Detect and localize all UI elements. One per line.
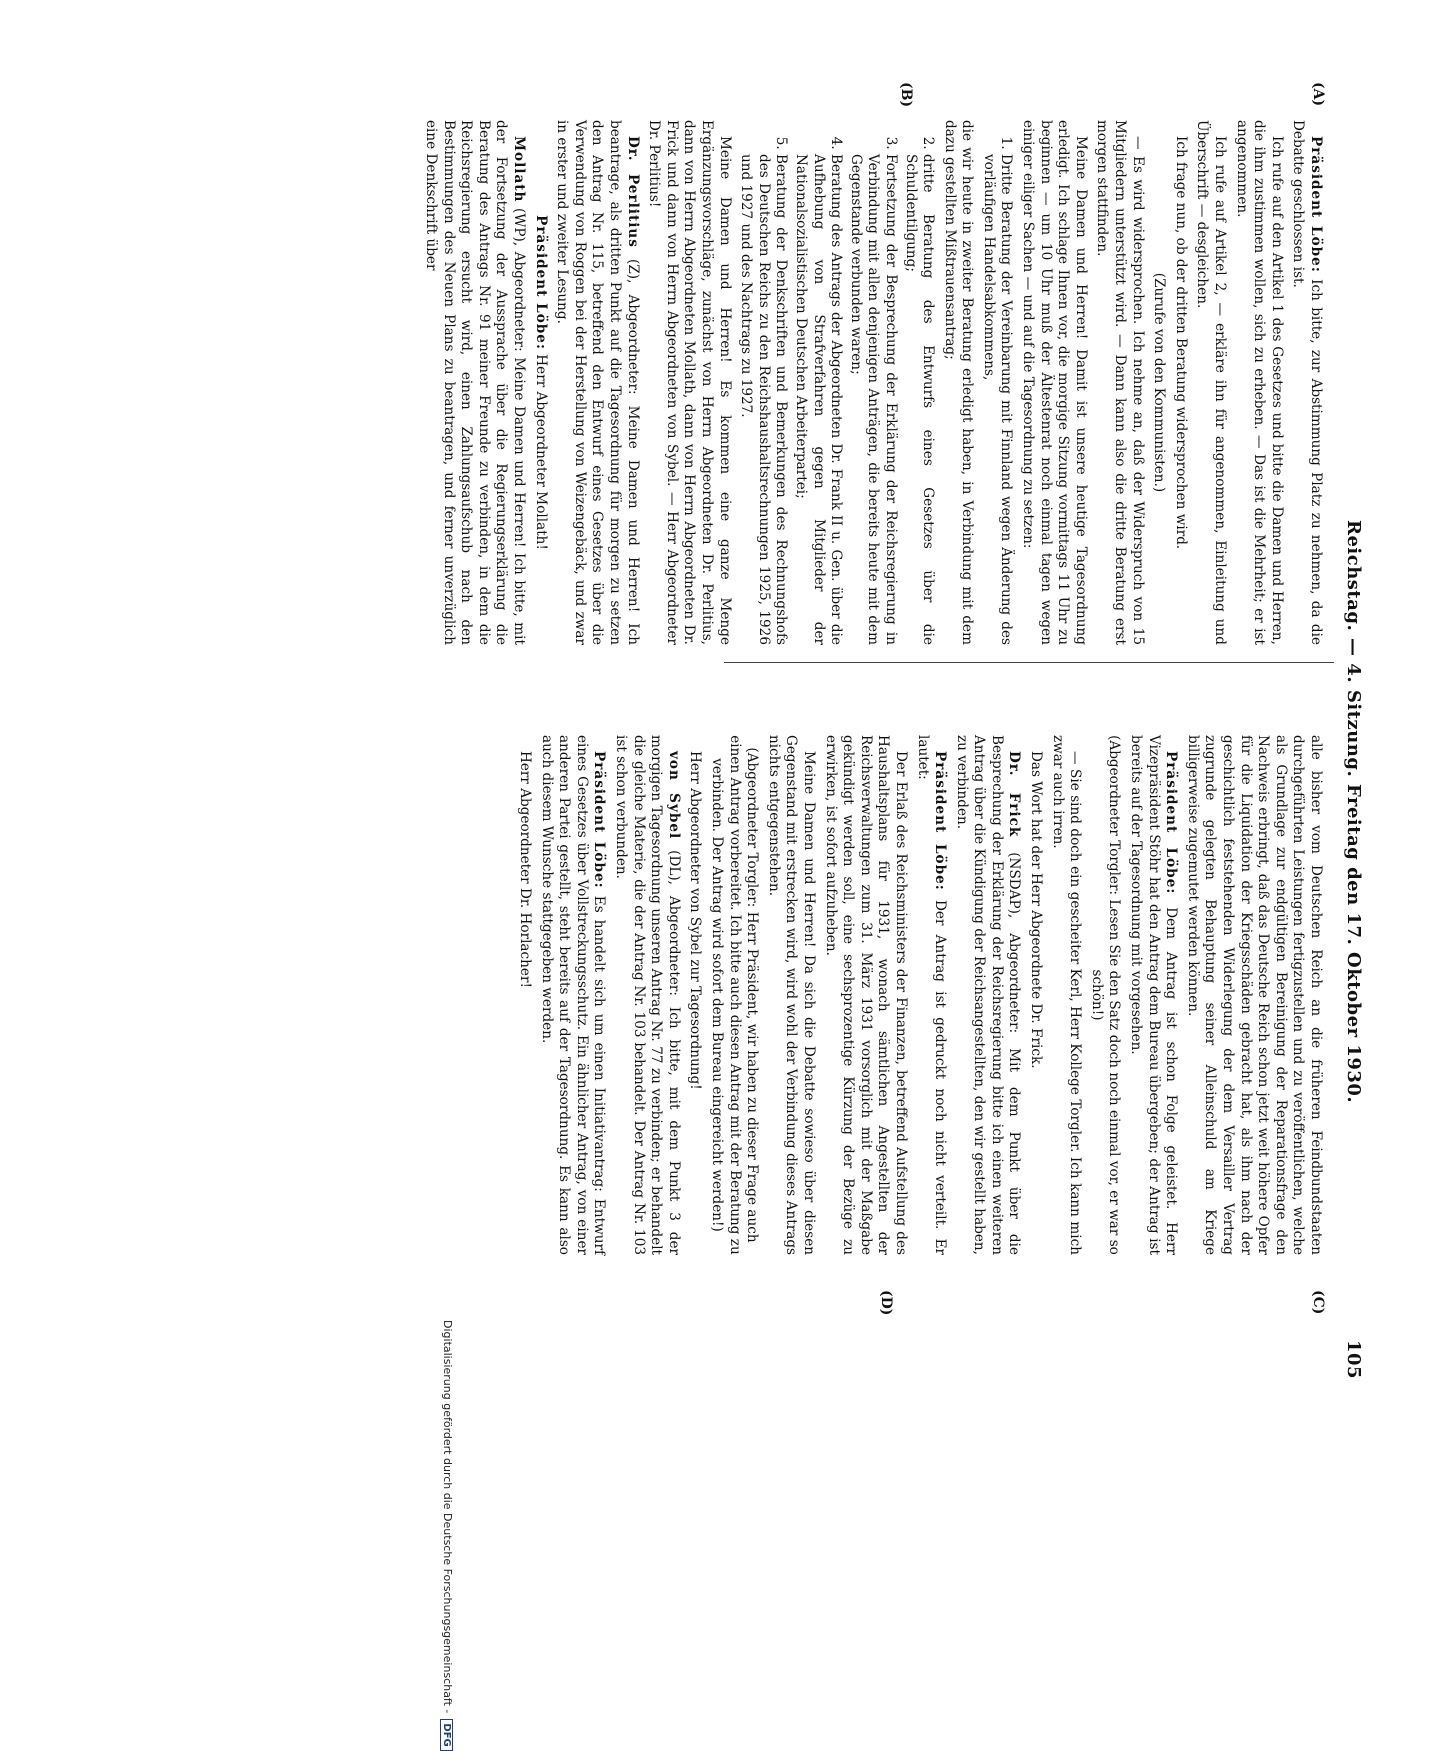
agenda-item: 5. Beratung der Denkschriften und Bemerkungen des Rechnungshofs des Deutschen Reichs zu den Reichshaushaltsrechnungen 1925, 1926 und 1927 und des Nachtrags zu 1927. bbox=[737, 154, 790, 645]
footer-text: Digitalisierung gefördert durch die Deutsche Forschungsgemeinschaft - bbox=[441, 1320, 454, 1714]
right-column bbox=[511, 735, 1324, 1255]
column-divider bbox=[724, 662, 1334, 663]
agenda-list bbox=[737, 120, 937, 645]
paragraph: alle bisher vom Deutschen Reich an die früheren Feindbundstaaten durchgeführten Leistungen fertigzustellen und zu veröffentlichen, welche als Grundlage zur endgültigen Bereinigung der Reparationsfrage den Nachweis erbringt, daß das Deutsche Reich schon jetzt weit höhere Opfer für die Liquidation der Kriegsschäden gebracht hat, als ihm nach der geschichtlich feststehenden Widerlegung der dem Versailler Vertrag zugrunde gelegten Behauptung seiner Alleinschuld am Kriege billigerweise zugemutet werden können. bbox=[1184, 735, 1324, 1255]
agenda-item: 1. Dritte Beratung der Vereinbarung mit Finnland wegen Änderung des vorläufigen Handelsabkommens, bbox=[979, 154, 1014, 645]
paragraph: die wir heute in zweiter Beratung erledigt haben, in Verbindung mit dem dazu gestellten Mißtrauensantrag; bbox=[941, 120, 976, 645]
paragraph: Meine Damen und Herren! Es kommen eine ganze Menge Ergänzungsvorschläge, zunächst von Herrn Abgeordneten Dr. Perlitius, dann von Herrn Abgeordneten Mollath, dann von Herrn Abgeordneten Dr. Frick und dann von Herrn Abgeordneten von Sybel. — Herr Abgeordneter Dr. Perlitius! bbox=[646, 120, 733, 645]
paragraph: Meine Damen und Herren! Da sich die Debatte sowieso über diesen Gegenstand mit erstrecken wird, wird wohl der Verbindung dieses Antrags nichts entgegenstehen. bbox=[765, 735, 817, 1255]
paragraph: Ich frage nun, ob der dritten Beratung widersprochen wird. bbox=[1172, 136, 1189, 550]
margin-marker-a: (A) bbox=[1310, 82, 1326, 107]
page-title: Reichstag. — 4. Sitzung. Freitag den 17. Oktober 1930. bbox=[1343, 520, 1364, 1104]
paragraph: Meine Damen und Herren! Damit ist unsere heutige Tagesordnung erledigt. Ich schlage Ihnen vor, die morgige Sitzung vormittags 11 Uhr zu beginnen — um 10 Uhr muß der Ältestenrat noch einmal tagen wegen einiger eiliger Sachen — und auf die Tagesordnung zu setzen: bbox=[1020, 120, 1089, 645]
speech-text: (DL), Abgeordneter: Ich bitte, mit dem Punkt 3 der morgigen Tagesordnung unseren Antrag Nr. 77 zu verbinden; er behandelt die gleiche Materie, die der Antrag Nr. 103 behandelt. Der Antrag Nr. 103 ist schon verbunden. bbox=[613, 735, 682, 1256]
speaker-name: von Sybel bbox=[665, 751, 682, 840]
funding-footer bbox=[440, 1320, 454, 1751]
page-number: 105 bbox=[1343, 1340, 1364, 1380]
interjection: (Zurufe von den Kommunisten.) bbox=[1151, 272, 1168, 493]
speaker-name: Mollath bbox=[511, 136, 528, 203]
agenda-list bbox=[979, 120, 1014, 645]
paragraph: Herr Abgeordneter von Sybel zur Tagesordnung! bbox=[687, 751, 704, 1090]
paragraph bbox=[1289, 120, 1324, 645]
margin-marker-d: (D) bbox=[878, 1290, 894, 1316]
margin-marker-c: (C) bbox=[1310, 1290, 1326, 1315]
agenda-item: 4. Beratung des Antrags der Abgeordneten Dr. Frank II u. Gen. über die Aufhebung von Strafverfahren gegen Mitglieder der Nationalsozialistischen Deutschen Arbeiterpartei; bbox=[791, 154, 844, 645]
paragraph bbox=[531, 120, 549, 645]
paragraph bbox=[537, 735, 607, 1255]
paragraph bbox=[611, 735, 681, 1255]
speech-text: Der Antrag ist gedruckt noch nicht verteilt. Er lautet: bbox=[914, 735, 949, 1256]
paragraph bbox=[553, 120, 641, 645]
paragraph: Das Wort hat der Herr Abgeordnete Dr. Frick. bbox=[1028, 751, 1045, 1069]
paragraph bbox=[1126, 735, 1179, 1255]
speaker-name: Präsident Löbe: bbox=[1308, 136, 1324, 273]
paragraph: — Sie sind doch ein gescheiter Kerl, Herr Kollege Torgler. Ich kann mich zwar auch irren. bbox=[1049, 735, 1084, 1255]
margin-marker-b: (B) bbox=[898, 82, 914, 108]
paragraph: Ich rufe auf Artikel 2, — erkläre ihn für angenommen, Einleitung und Überschrift — desgleichen. bbox=[1194, 120, 1229, 645]
interjection: (Abgeordneter Torgler: Herr Präsident, wir haben zu dieser Frage auch einen Antrag vorbereitet. Ich bitte auch diesen Antrag mit der Beratung zu verbinden. Der Antrag wird sofort dem Bureau eingereicht werden!) bbox=[709, 735, 761, 1255]
interjection: (Abgeordneter Torgler: Lesen Sie den Satz doch noch einmal vor, er war so schön!) bbox=[1088, 735, 1123, 1255]
agenda-item: 3. Fortsetzung der Besprechung der Erklärung der Reichsregierung in Verbindung mit allen denjenigen Anträgen, die bereits heute mit dem Gegenstande verbunden waren; bbox=[846, 154, 899, 645]
speaker-name: Dr. Frick bbox=[1006, 751, 1023, 838]
speech-text: Dem Antrag ist schon Folge geleistet. Herr Vizepräsident Stöhr hat den Antrag dem Bureau übergeben; der Antrag ist bereits auf der Tagesordnung mit vorgesehen. bbox=[1128, 735, 1180, 1255]
speaker-name: Präsident Löbe: bbox=[532, 215, 549, 350]
speech-text: (Z), Abgeordneter: Meine Damen und Herren! Ich beantrage, als dritten Punkt auf die Tagesordnung für morgen zu setzen den Antrag Nr. 115, betreffend den Entwurf eines Gesetzes über die Verwendung von Roggen bei der Herstellung von Weizengebäck, und zwar in erster und zweiter Lesung. bbox=[554, 120, 641, 645]
speaker-name: Präsident Löbe: bbox=[932, 751, 949, 891]
speaker-name: Dr. Perlitius bbox=[624, 136, 641, 248]
paragraph: Herr Abgeordneter Dr. Horlacher! bbox=[517, 751, 534, 988]
speaker-name: Präsident Löbe: bbox=[591, 751, 608, 889]
paragraph: — Es wird widersprochen. Ich nehme an, daß der Widerspruch von 15 Mitgliedern unterstützt wird. — Dann kann also die dritte Beratung erst morgen stattfinden. bbox=[1094, 120, 1146, 645]
speech-text: Herr Abgeordneter Mollath! bbox=[532, 354, 549, 550]
speech-text: Es handelt sich um einen Initiativantrag: Entwurf eines Gesetzes über Vollstreckungsschutz. Ein ähnlicher Antrag, von einer anderen Partei gestellt, steht bereits auf der Tagesordnung. Es kann also auch diesem Wunsche stattgegeben werden. bbox=[538, 735, 608, 1255]
paragraph bbox=[422, 120, 528, 645]
paragraph bbox=[952, 735, 1022, 1255]
left-column bbox=[418, 120, 1325, 645]
agenda-item: 2. dritte Beratung des Entwurfs eines Gesetzes über die Schuldentilgung; bbox=[901, 154, 936, 645]
paragraph bbox=[913, 735, 948, 1255]
speech-text: (WP), Abgeordneter: Meine Damen und Herren! Ich bitte, mit der Fortsetzung der Aussprache über die Regierungserklärung die Beratung des Antrags Nr. 91 meiner Freunde zu verbinden, in dem die Reichsregierung ersucht wird, einen Zahlungsaufschub nach den Bestimmungen des Neuen Plans zu beantragen, und ferner unverzüglich eine Denkschrift über bbox=[423, 120, 528, 645]
dfg-logo: DFG bbox=[440, 1719, 453, 1750]
quoted-motion: Der Erlaß des Reichsministers der Finanzen, betreffend Aufstellung des Haushaltsplans für 1931, wonach sämtlichen Angestellten der Reichsverwaltungen zum 31. März 1931 vorsorglich mit der Maßgabe gekündigt werden soll, eine sechsprozentige Kürzung der Bezüge zu erwirken, ist sofort aufzuheben. bbox=[822, 735, 909, 1255]
paragraph: Ich rufe auf den Artikel 1 des Gesetzes und bitte die Damen und Herren, die ihm zustimmen wollen, sich zu erheben. — Das ist die Mehrheit; er ist angenommen. bbox=[1233, 120, 1285, 645]
speaker-name: Präsident Löbe: bbox=[1163, 751, 1180, 895]
speech-text: Ich bitte, zur Abstimmung Platz zu nehmen, da die Debatte geschlossen ist. bbox=[1290, 120, 1324, 645]
speech-text: (NSDAP), Abgeordneter: Mit dem Punkt über die Besprechung der Erklärung der Reichsregierung bitte ich einen weiteren Antrag über die Kündigung der Reichsangestellten, den wir gestellt haben, zu verbinden. bbox=[953, 735, 1023, 1255]
